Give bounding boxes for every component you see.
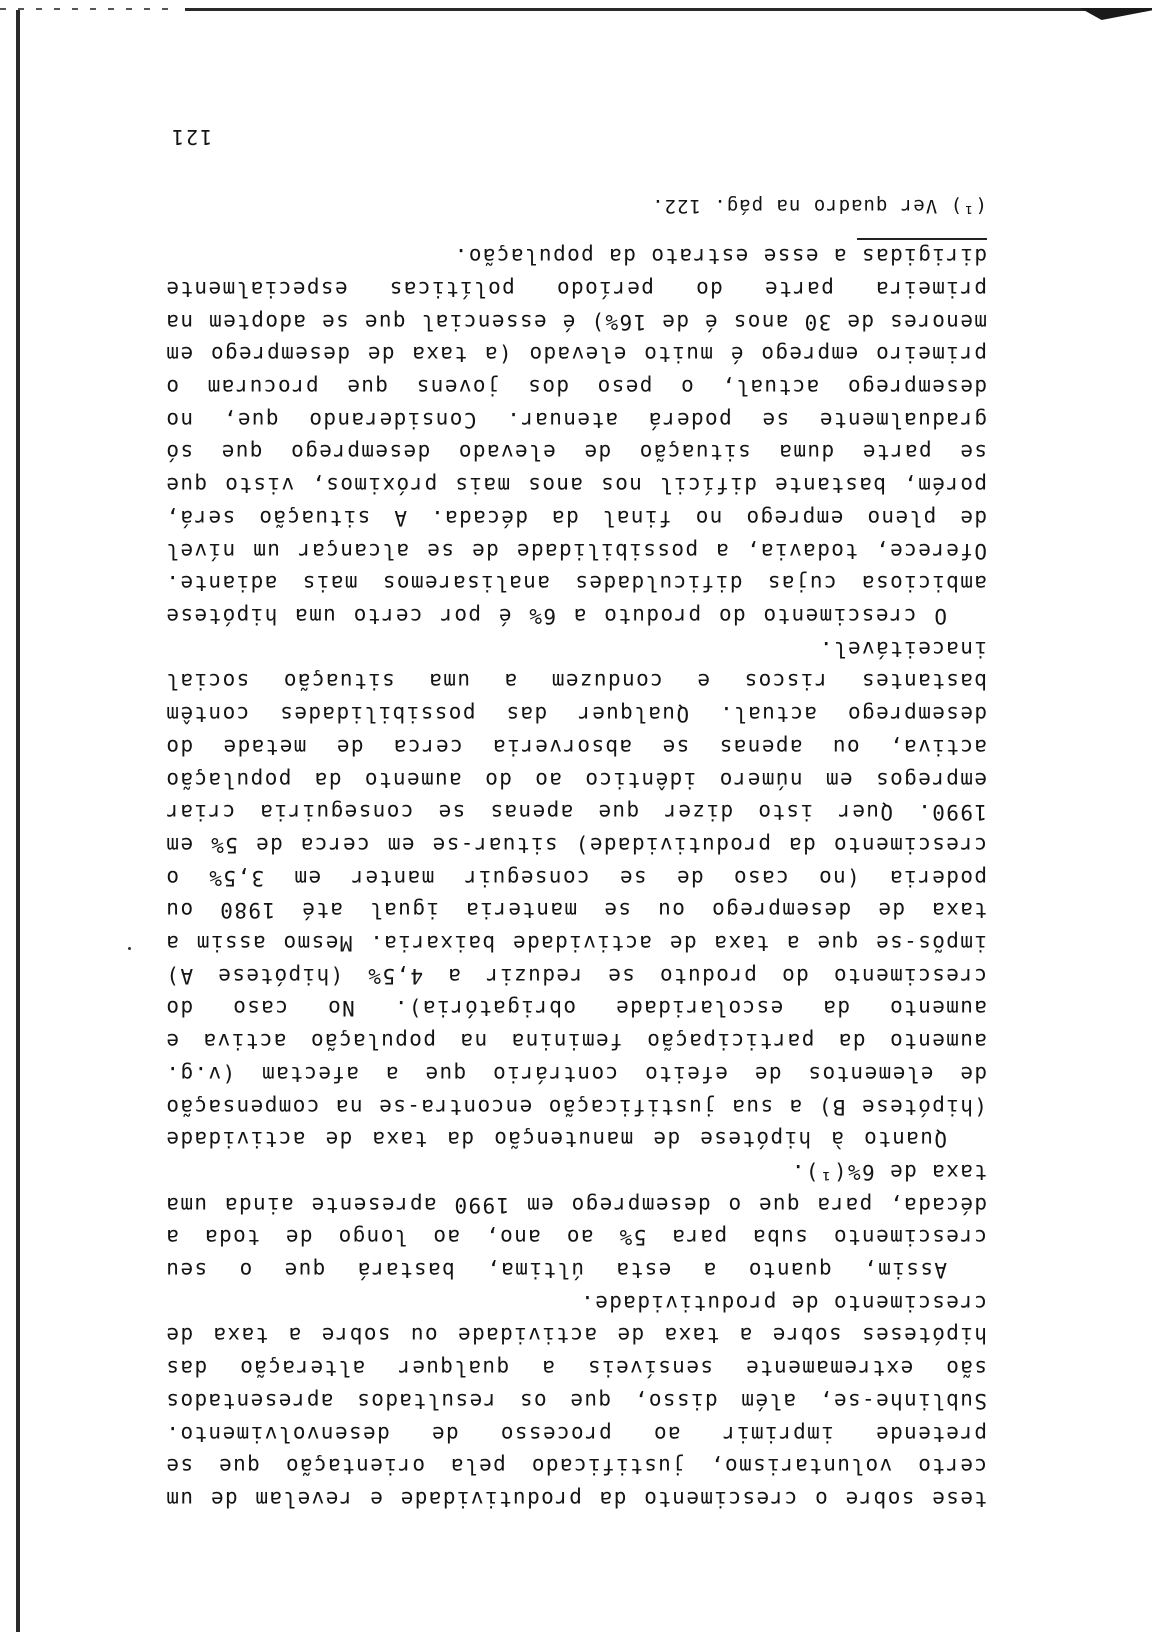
paragraph-4: O crescimento do produto a 6% é por certo uma hipótese ambiciosa cujas dificuldades analisaremos mais adiante. Oferece, todavia, a possibilidade de se alcançar um nível de pleno emprego no final da década. A situação será, porém, bastante difícil nos anos mais próximos, visto que se parte duma situação de elevado desemprego que só gradualmente se poderá atenuar. Considerando que, no desemprego actual, o peso dos jovens que procuram o primeiro emprego é muito elevado (a taxa de desemprego em menores de 30 anos é de 16%) é essencial que se adoptem na primeira parte do período políticas especialmente dirigidas a esse estrato da população.: [165, 244, 987, 629]
paragraph-1: tese sobre o crescimento da produtividade e revelam de um certo voluntarismo, justificado pela orientação que se pretende imprimir ao processo de desenvolvimento. Sublinhe-se, além disso, que os resultados apresentados são extremamente sensíveis a qualquer alteração das hipóteses sobre a taxa de actividade ou sobre a taxa de crescimento de produtividade.: [165, 1290, 987, 1511]
page-number: 121: [170, 125, 213, 149]
footnote: (¹) Ver quadro na pág. 122.: [651, 195, 987, 217]
body-text: [165, 240, 987, 1515]
footnote-divider: [857, 238, 987, 240]
paragraph-3: Quanto à hipótese de manutenção da taxa de actividade (hipótese B) a sua justificação encontra-se na compensação de elementos de efeito contrário que a afectam (v.g. aumento da participação feminina na população activa e aumento da escolaridade obrigatória). No caso do crescimento do produto se reduzir a 4,5% (hipótese A) impõs-se que a taxa de actividade baixaria. Mesmo assim a taxa de desemprego ou se manteria igual até 1980 ou poderia (no caso de se conseguir manter em 3,5% o crescimento da produtividade) situar-se em cerca de 5% em 1990. Quer isto dizer que apenas se conseguiria criar empregos em número idêntico ao do aumento da população activa, ou apenas se absorveria cerca de metade do desemprego actual. Qualquer das possibilidades contêm bastantes riscos e conduzem a uma situação social inaceitável.: [165, 636, 987, 1152]
paragraph-2: Assim, quanto a esta última, bastará que o seu crescimento suba para 5% ao ano, ao longo de toda a década, para que o desemprego em 1990 apresente ainda uma taxa de 6%(¹).: [165, 1159, 987, 1283]
